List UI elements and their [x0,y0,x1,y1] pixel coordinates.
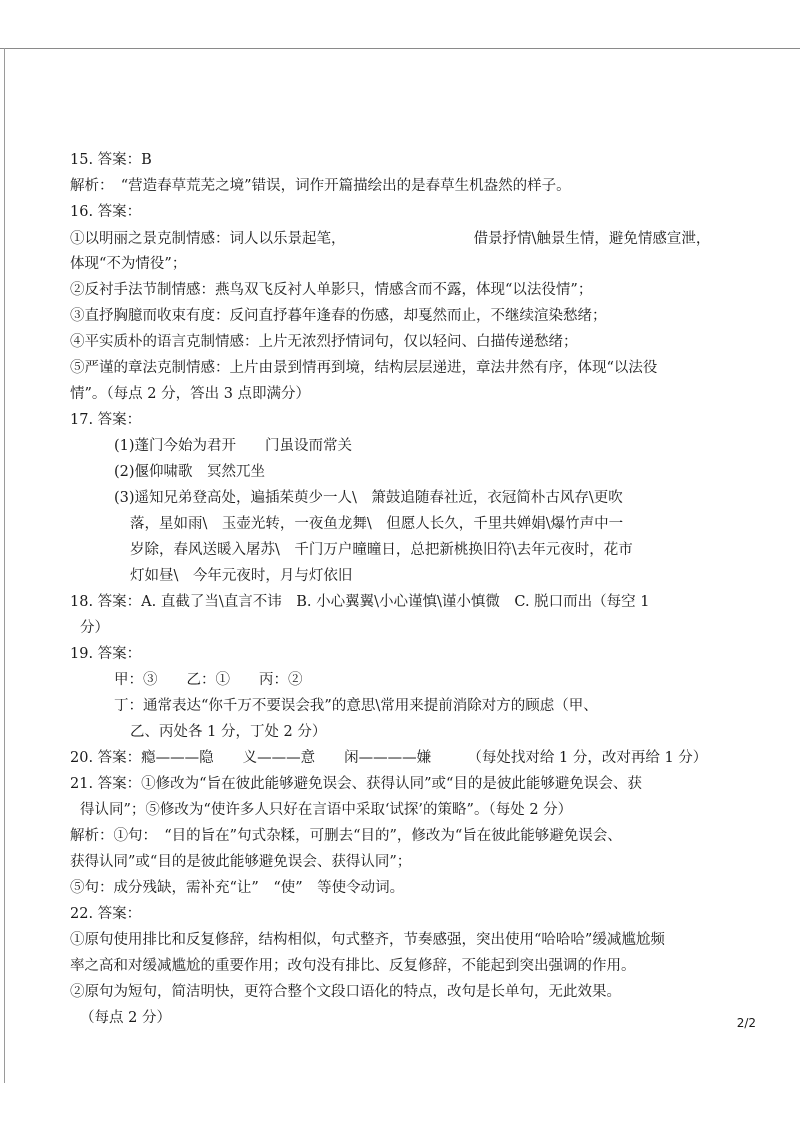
q22-point1-cont: 率之高和对缓减尴尬的重要作用；改句没有排比、反复修辞，不能起到突出强调的作用。 [70,958,636,974]
q19-answer2: 丁：通常表达“你千万不要误会我”的意思\常用来提前消除对方的顾虑（甲、 [114,698,598,714]
q16-point5-cont: 情”。（每点 2 分，答出 3 点即满分） [70,386,311,402]
q17-answer3-cont2: 岁除，春风送暖入屠苏\ 千门万户曈曈日，总把新桃换旧符\去年元夜时，花市 [130,542,633,558]
q17-answer3-cont3: 灯如昼\ 今年元夜时，月与灯依旧 [130,568,353,584]
q18-heading: 18. 答案：A. 直截了当\直言不讳 B. 小心翼翼\小心谨慎\谨小慎微 C. 脱口而出（每空 1 [70,594,650,610]
q21-cont: 得认同”；⑤修改为“使许多人只好在言语中采取‘试探’的策略”。（每处 2 分） [80,802,573,818]
q22-heading: 22. 答案： [70,906,142,922]
q17-answer1: (1)蓬门今始为君开 门虽设而常关 [114,438,353,454]
q17-answer2: (2)偃仰啸歌 冥然兀坐 [114,464,266,480]
q21-heading: 21. 答案：①修改为“旨在彼此能够避免误会、获得认同”或“目的是彼此能够避免误会、获 [70,776,642,792]
q16-point1 [70,229,710,251]
q15-analysis: 解析： “营造春草荒芜之境”错误，词作开篇描绘出的是春草生机盎然的样子。 [70,178,571,194]
q21-analysis2: 获得认同”或“目的是彼此能够避免误会、获得认同”； [70,854,412,870]
q19-answer2-cont: 乙、丙处各 1 分，丁处 2 分） [130,724,327,740]
q22-point1: ①原句使用排比和反复修辞，结构相似，句式整齐，节奏感强，突出使用“哈哈哈”缓减尴尬频 [70,932,665,948]
q16-point3: ③直抒胸臆而收束有度：反问直抒暮年逢春的伤感，却戛然而止，不继续渲染愁绪； [70,308,607,324]
page-top-border [0,48,800,49]
q17-answer3-cont1: 落，星如雨\ 玉壶光转，一夜鱼龙舞\ 但愿人长久，千里共婵娟\爆竹声中一 [130,516,624,532]
page-left-border [4,48,5,1083]
q15-heading: 15. 答案：B [70,152,152,168]
q16-point1-a: ①以明丽之景克制情感：词人以乐景起笔， [70,231,346,247]
q16-point1-cont: 体现“不为情役”； [70,256,187,272]
q22-score-note: （每点 2 分） [80,1010,171,1026]
q16-heading: 16. 答案： [70,204,142,220]
q16-point5: ⑤严谨的章法克制情感：上片由景到情再到境，结构层层递进，章法井然有序，体现“以法役 [70,360,658,376]
q17-heading: 17. 答案： [70,412,142,428]
q16-point2: ②反衬手法节制情感：燕鸟双飞反衬人单影只，情感含而不露，体现“以法役情”； [70,282,593,298]
q19-heading: 19. 答案： [70,646,142,662]
q18-cont: 分） [80,620,109,636]
q20-heading: 20. 答案：瘾———隐 义———意 闲————嫌 （每处找对给 1 分，改对再给 1 分） [70,750,708,766]
page-number: 2/2 [736,1016,756,1030]
q22-point2: ②原句为短句，简洁明快，更符合整个文段口语化的特点，改句是长单句，无此效果。 [70,984,621,1000]
q17-answer3: (3)遥知兄弟登高处，遍插茱萸少一人\ 箫鼓追随春社近，衣冠简朴古风存\更吹 [114,490,623,506]
q21-analysis1: 解析：①句： “目的旨在”句式杂糅，可删去“目的”，修改为“旨在彼此能够避免误会、 [70,828,622,844]
q16-point1-b: 借景抒情\触景生情，避免情感宣泄， [473,231,711,247]
q19-answer1: 甲：③ 乙：① 丙：② [114,672,303,688]
q16-point4: ④平实质朴的语言克制情感：上片无浓烈抒情词句，仅以轻问、白描传递愁绪； [70,334,578,350]
q21-analysis3: ⑤句：成分残缺，需补充“让” “使” 等使令动词。 [70,880,405,896]
